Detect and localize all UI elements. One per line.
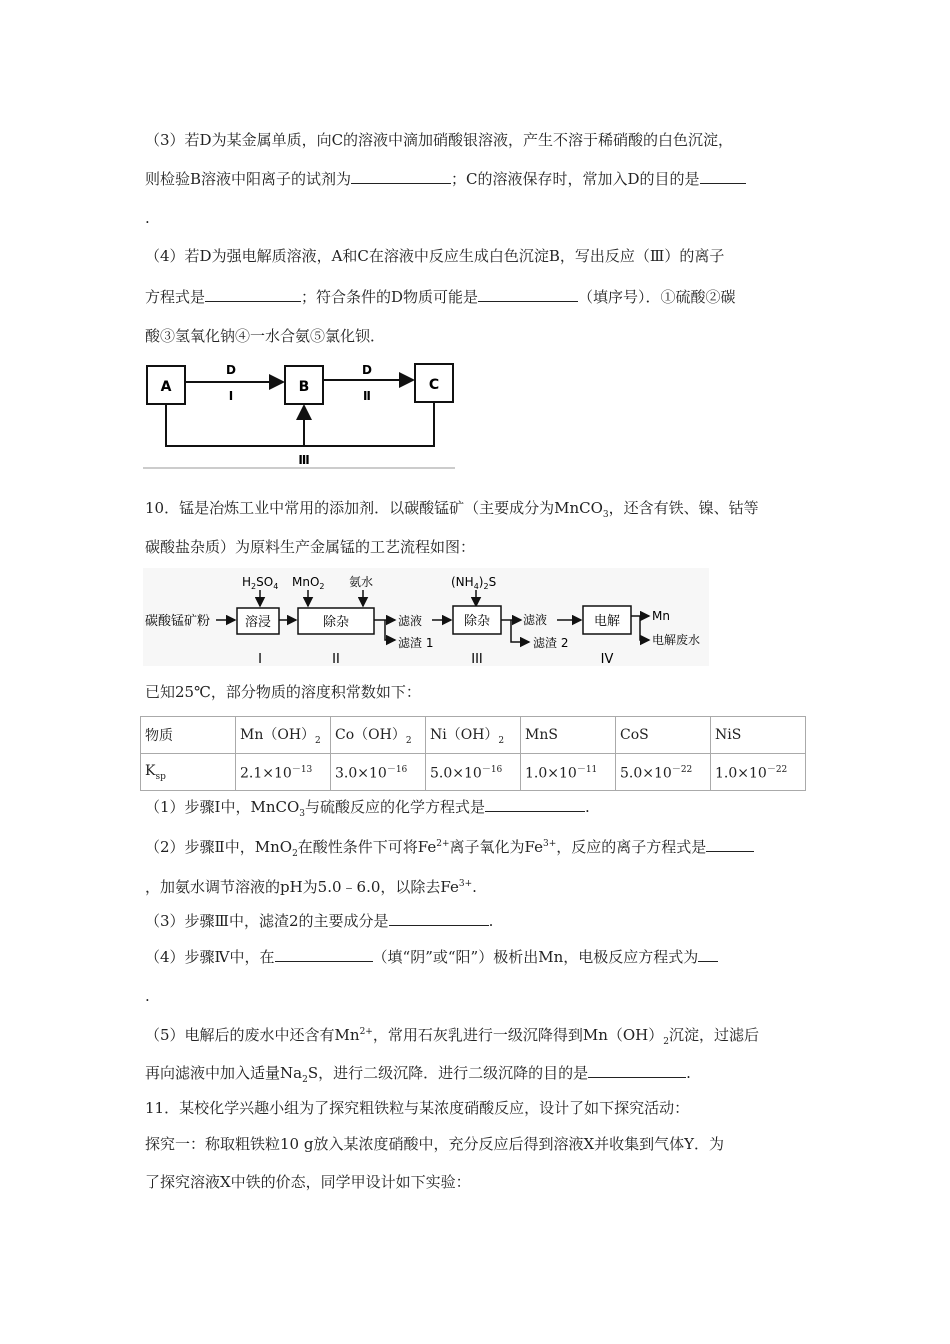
answer-blank[interactable]: [389, 910, 489, 926]
abc-reaction-diagram: [143, 360, 455, 470]
q10-step3-line: （3）步骤Ⅲ中，滤渣2的主要成分是 .: [145, 912, 494, 930]
q9-part4-text-b: ；符合条件的D物质可能是: [301, 288, 479, 306]
step-2-label: II: [332, 652, 340, 666]
table-cell: $3.0\times 10^{-16}$: [331, 754, 426, 791]
q10-step2-line1: （2）步骤Ⅱ中，MnO$_2$在酸性条件下可将$Fe^{2+}$离子氧化为$Fe^{3+}$，反应的离子方程式是: [145, 834, 754, 864]
q10-step1-line: （1）步骤Ⅰ中，MnCO$_3$与硫酸反应的化学方程式是 .: [145, 798, 590, 819]
answer-blank[interactable]: [351, 168, 451, 184]
step-4-label: IV: [600, 652, 614, 666]
q11-line3: 了探究溶液X中铁的价态，同学甲设计如下实验：: [145, 1173, 471, 1191]
raw-material-label: 碳酸锰矿粉: [145, 614, 211, 629]
answer-blank[interactable]: [485, 796, 585, 812]
q10-known-line: 已知25℃，部分物质的溶度积常数如下：: [145, 683, 421, 701]
table-cell: $1.0\times 10^{-11}$: [521, 754, 616, 791]
reagent-nh4-2s: $(NH_4)_2S$: [451, 575, 497, 591]
filtrate-1-label: 滤液: [398, 614, 423, 628]
q10-step5-line2: 再向滤液中加入适量$Na_2S$，进行二级沉降．进行二级沉降的目的是 .: [145, 1064, 691, 1085]
q11-line1: 11．某校化学兴趣小组为了探究粗铁粒与某浓度硝酸反应，设计了如下探究活动：: [145, 1099, 690, 1117]
flow-box-purify1-label: 除杂: [322, 615, 350, 630]
arrow3-label: Ⅲ: [298, 453, 310, 467]
residue-1-label: 滤渣 1: [398, 636, 434, 650]
box-a-label: A: [160, 379, 172, 395]
answer-blank[interactable]: [275, 946, 373, 962]
arrow1-label-top: D: [226, 363, 236, 377]
table-header-cell: $Co(OH)_2$: [331, 717, 426, 754]
box-c-label: C: [428, 377, 440, 393]
q9-part3-line2: [145, 168, 746, 189]
table-cell: $1.0\times 10^{-22}$: [711, 754, 806, 791]
table-cell: $5.0\times 10^{-22}$: [616, 754, 711, 791]
reagent-ammonia: 氨水: [349, 575, 374, 589]
product-mn-label: Mn: [652, 609, 670, 623]
q9-part3-text-b: ；C的溶液保存时，常加入D的目的是: [451, 170, 700, 188]
q9-part4-line3: 酸③氢氧化钠④一水合氨⑤氯化钡．: [145, 327, 386, 345]
answer-blank[interactable]: [205, 286, 301, 302]
reagent-h2so4: $H_2SO_4$: [242, 575, 279, 591]
q11-line2: 探究一：称取粗铁粒10 g放入某浓度硝酸中，充分反应后得到溶液X并收集到气体Y．为: [145, 1135, 725, 1153]
flow-box-leach-label: 溶浸: [244, 615, 272, 630]
flow-box-electrolysis-label: 电解: [593, 614, 621, 629]
q9-part4-text-a: 方程式是: [145, 288, 206, 306]
residue-2-label: 滤渣 2: [533, 636, 569, 650]
table-row: [141, 717, 806, 754]
q9-part3-line3: .: [145, 209, 150, 227]
box-b-label: B: [298, 379, 310, 395]
filtrate-2-label: 滤液: [523, 613, 548, 627]
q9-part4-line2: [145, 286, 736, 307]
q10-step4-line1: （4）步骤Ⅳ中，在 （填“阴”或“阳”）极析出Mn，电极反应方程式为: [145, 946, 718, 967]
q9-part3-line1: （3）若D为某金属单质，向C的溶液中滴加硝酸银溶液，产生不溶于稀硝酸的白色沉淀，: [145, 131, 734, 149]
q9-part4-line1: （4）若D为强电解质溶液，A和C在溶液中反应生成白色沉淀B，写出反应（Ⅲ）的离子: [145, 247, 725, 265]
table-row-label: $K_{sp}$: [141, 754, 236, 791]
ksp-table: [140, 716, 806, 791]
table-cell: $2.1\times 10^{-13}$: [236, 754, 331, 791]
answer-blank[interactable]: [588, 1062, 686, 1078]
answer-blank[interactable]: [478, 286, 578, 302]
table-row: [141, 754, 806, 791]
waste-water-label: 电解废水: [652, 633, 701, 647]
q10-step5-line1: （5）电解后的废水中还含有$Mn^{2+}$，常用石灰乳进行一级沉降得到$Mn(OH)_2$沉淀，过滤后: [145, 1026, 760, 1047]
q10-line2: 碳酸盐杂质）为原料生产金属锰的工艺流程如图：: [145, 538, 476, 556]
flow-box-purify2-label: 除杂: [463, 614, 491, 629]
arrow2-label-bottom: Ⅱ: [363, 389, 371, 403]
answer-blank[interactable]: [700, 168, 746, 184]
reagent-mno2: MnO$_2$: [292, 575, 325, 591]
step-3-label: III: [471, 652, 483, 666]
q10-step4-line2: .: [145, 987, 150, 1005]
table-header-cell: NiS: [711, 717, 806, 754]
q9-part4-text-c: （填序号）．①硫酸②碳: [578, 288, 736, 306]
step-1-label: I: [258, 652, 262, 666]
q9-part3-text-a: 则检验B溶液中阳离子的试剂为: [145, 170, 352, 188]
arrow-a-c-to-b: [166, 402, 434, 446]
table-header-cell: MnS: [521, 717, 616, 754]
process-flow-diagram: [143, 568, 709, 666]
table-header-cell: CoS: [616, 717, 711, 754]
answer-blank[interactable]: [706, 836, 754, 852]
table-cell: $5.0\times 10^{-16}$: [426, 754, 521, 791]
arrow1-label-bottom: Ⅰ: [228, 389, 234, 403]
table-header-cell: 物质: [141, 717, 236, 754]
q10-line1: 10．锰是冶炼工业中常用的添加剂．以碳酸锰矿（主要成分为MnCO$_3$，还含有铁、镍、钴等: [145, 499, 759, 520]
answer-blank[interactable]: [698, 946, 718, 962]
table-header-cell: $Mn(OH)_2$: [236, 717, 331, 754]
arrow2-label-top: D: [362, 363, 372, 377]
table-header-cell: $Ni(OH)_2$: [426, 717, 521, 754]
q10-step2-line2: ，加氨水调节溶液的pH为5.0﹣6.0，以除去$Fe^{3+}$.: [145, 878, 477, 896]
